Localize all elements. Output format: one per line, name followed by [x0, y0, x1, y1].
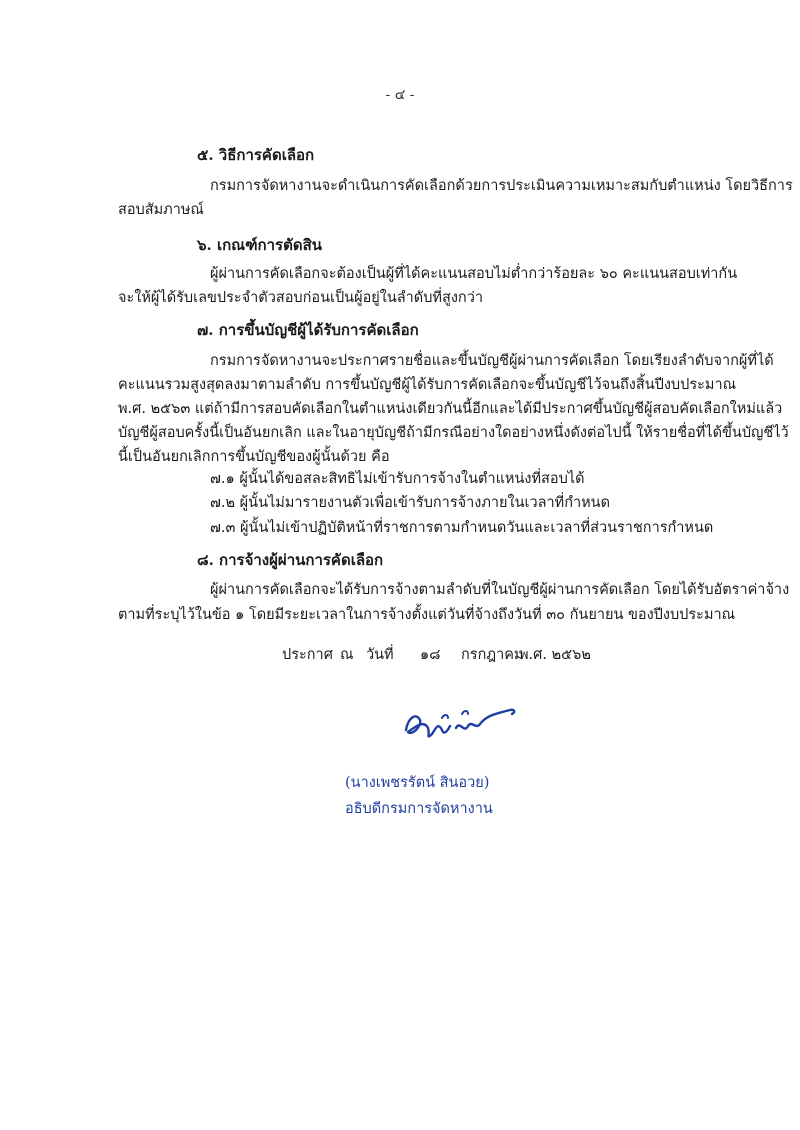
section-7-line-4: บัญชีผู้สอบครั้งนี้เป็นอันยกเลิก และในอายุบัญชีถ้ามีกรณีอย่างใดอย่างหนึ่งดังต่อไปนี้ ให้รายชื่อที่ได้ขึ้นบัญชีไว้ — [118, 425, 789, 441]
announce-day: ๑๘ — [420, 647, 441, 663]
section-7-line-2: คะแนนรวมสูงสุดลงมาตามลำดับ การขึ้นบัญชีผู้ได้รับการคัดเลือกจะขึ้นบัญชีไว้จนถึงสิ้นปีงบประมาณ — [118, 377, 737, 393]
announce-month: กรกฎาคม — [461, 647, 524, 663]
section-8-line-2: ตามที่ระบุไว้ในข้อ ๑ โดยมีระยะเวลาในการจ้างตั้งแต่วันที่จ้างถึงวันที่ ๓๐ กันยายน ของปีงบประมาณ — [118, 607, 736, 623]
section-7-heading: ๗. การขึ้นบัญชีผู้ได้รับการคัดเลือก — [197, 321, 419, 339]
signer-title: อธิบดีกรมการจัดหางาน — [345, 801, 493, 817]
handwritten-signature — [398, 700, 528, 750]
announce-day-label: วันที่ — [366, 647, 394, 663]
section-7-line-5: นี้เป็นอันยกเลิกการขึ้นบัญชีของผู้นั้นด้วย คือ — [118, 449, 390, 465]
section-7-line-3: พ.ศ. ๒๕๖๓ แต่ถ้ามีการสอบคัดเลือกในตำแหน่งเดียวกันนี้อีกและได้มีประกาศขึ้นบัญชีผู้สอบคัดเลือกใหม่แล้ว — [118, 401, 783, 417]
section-5-line-2: สอบสัมภาษณ์ — [118, 202, 204, 218]
section-5-line-1: กรมการจัดหางานจะดำเนินการคัดเลือกด้วยการประเมินความเหมาะสมกับตำแหน่ง โดยวิธีการ — [210, 178, 793, 194]
section-8-line-1: ผู้ผ่านการคัดเลือกจะได้รับการจ้างตามลำดับที่ในบัญชีผู้ผ่านการคัดเลือก โดยได้รับอัตราค่าจ้าง — [210, 582, 790, 598]
section-6-heading: ๖. เกณฑ์การตัดสิน — [197, 236, 322, 254]
section-6-line-2: จะให้ผู้ได้รับเลขประจำตัวสอบก่อนเป็นผู้อยู่ในลำดับที่สูงกว่า — [118, 290, 483, 306]
section-7-item-2: ๗.๒ ผู้นั้นไม่มารายงานตัวเพื่อเข้ารับการจ้างภายในเวลาที่กำหนด — [210, 495, 611, 511]
section-6-line-1: ผู้ผ่านการคัดเลือกจะต้องเป็นผู้ที่ได้คะแนนสอบไม่ต่ำกว่าร้อยละ ๖๐ คะแนนสอบเท่ากัน — [210, 266, 738, 282]
section-8-heading: ๘. การจ้างผู้ผ่านการคัดเลือก — [197, 551, 384, 569]
announce-at: ณ — [340, 647, 354, 663]
section-7-item-1: ๗.๑ ผู้นั้นได้ขอสละสิทธิไม่เข้ารับการจ้างในตำแหน่งที่สอบได้ — [210, 471, 585, 487]
announce-year: พ.ศ. ๒๕๖๒ — [519, 647, 591, 663]
section-5-heading: ๕. วิธีการคัดเลือก — [197, 146, 315, 164]
announce-label: ประกาศ — [282, 647, 333, 663]
section-7-line-1: กรมการจัดหางานจะประกาศรายชื่อและขึ้นบัญชีผู้ผ่านการคัดเลือก โดยเรียงลำดับจากผู้ที่ได้ — [210, 353, 774, 369]
page-number: - ๔ - — [385, 87, 415, 103]
section-7-item-3: ๗.๓ ผู้นั้นไม่เข้าปฏิบัติหน้าที่ราชการตามกำหนดวันและเวลาที่ส่วนราชการกำหนด — [210, 520, 714, 536]
signer-name: (นางเพชรรัตน์ สินอวย) — [345, 775, 490, 791]
